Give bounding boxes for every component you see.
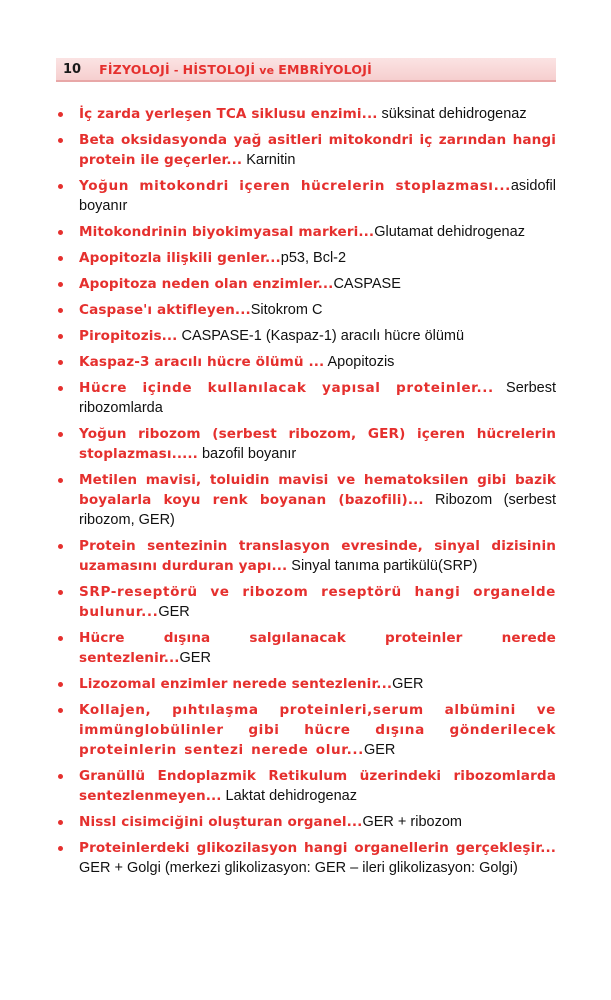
list-item (56, 274, 556, 294)
content (56, 104, 556, 884)
list-item (56, 130, 556, 170)
answer-text: Laktat dehidrogenaz (221, 788, 357, 804)
answer-text: CASPASE (333, 276, 401, 292)
answer-text: p53, Bcl-2 (280, 250, 347, 266)
list-item (56, 326, 556, 346)
list-item (56, 300, 556, 320)
question-text: Hücre dışına salgılanacak proteinler nerede sentezlenir... (79, 630, 556, 666)
question-text: İç zarda yerleşen TCA siklusu enzimi... (79, 106, 378, 122)
answer-text: GER (392, 676, 424, 692)
question-text: Yoğun mitokondri içeren hücrelerin stoplazması... (79, 178, 511, 194)
list-item (56, 582, 556, 622)
question-text: Beta oksidasyonda yağ asitleri mitokondri iç zarından hangi protein ile geçerler... (79, 132, 556, 168)
list-item (56, 838, 556, 878)
list-item (56, 222, 556, 242)
answer-text: GER (179, 650, 211, 666)
list-item (56, 674, 556, 694)
header-title-part: - (169, 63, 183, 77)
answer-text: CASPASE-1 (Kaspaz-1) aracılı hücre ölümü (177, 328, 465, 344)
answer-text: Apopitozis (324, 354, 395, 370)
list-item (56, 628, 556, 668)
answer-text: süksinat dehidrogenaz (377, 106, 527, 122)
list-item (56, 470, 556, 530)
question-text: Piropitozis... (79, 328, 178, 344)
question-text: Kollajen, pıhtılaşma proteinleri,serum albümini ve immünglobülinler gibi hücre dışına gönderilecek proteinlerin sentezi nerede olur... (79, 702, 556, 758)
question-text: Kaspaz-3 aracılı hücre ölümü ... (79, 354, 325, 370)
page-header (56, 58, 556, 82)
bullet-list (56, 104, 556, 878)
question-text: Apopitozla ilişkili genler... (79, 250, 281, 266)
question-text: Caspase'ı aktifleyen... (79, 302, 251, 318)
question-text: SRP-reseptörü ve ribozom reseptörü hangi organelde bulunur... (79, 584, 556, 620)
question-text: Nissl cisimciğini oluşturan organel... (79, 814, 363, 830)
answer-text: GER (158, 604, 190, 620)
question-text: Granüllü Endoplazmik Retikulum üzerindeki ribozomlarda sentezlenmeyen... (79, 768, 556, 804)
list-item (56, 248, 556, 268)
list-item (56, 378, 556, 418)
answer-text: GER + ribozom (362, 814, 462, 830)
answer-text: asidofil boyanır (79, 178, 556, 214)
answer-text: Glutamat dehidrogenaz (374, 224, 525, 240)
answer-text: bazofil boyanır (197, 446, 297, 462)
list-item (56, 104, 556, 124)
question-text: Proteinlerdeki glikozilasyon hangi organellerin gerçekleşir... (79, 840, 556, 856)
list-item (56, 352, 556, 372)
answer-text: GER (363, 742, 396, 758)
list-item (56, 812, 556, 832)
question-text: Lizozomal enzimler nerede sentezlenir... (79, 676, 393, 692)
list-item (56, 176, 556, 216)
answer-text: Ribozom (serbest ribozom, GER) (79, 492, 557, 528)
question-text: Apopitoza neden olan enzimler... (79, 276, 334, 292)
answer-text: Karnitin (242, 152, 296, 168)
list-item (56, 536, 556, 576)
answer-text: Serbest ribozomlarda (79, 380, 556, 416)
page-number: 10 (63, 61, 82, 77)
header-title-part: EMBRİYOLOJİ (278, 61, 372, 77)
list-item (56, 766, 556, 806)
question-text: Protein sentezinin translasyon evresinde, sinyal dizisinin uzamasını durduran yapı... (79, 538, 556, 574)
question-text: Yoğun ribozom (serbest ribozom, GER) içeren hücrelerin stoplazması..... (79, 426, 556, 462)
header-title (99, 62, 372, 77)
question-text: Metilen mavisi, toluidin mavisi ve hematoksilen gibi bazik boyalarla koyu renk boyanan (bazofili)... (79, 472, 556, 508)
header-title-part: HİSTOLOJİ (182, 61, 256, 77)
answer-text: Sitokrom C (250, 302, 323, 318)
header-title-part: FİZYOLOJİ (99, 61, 170, 77)
answer-text: Sinyal tanıma partikülü(SRP) (287, 558, 478, 574)
question-text: Hücre içinde kullanılacak yapısal proteinler... (79, 380, 494, 396)
question-text: Mitokondrinin biyokimyasal markeri... (79, 224, 375, 240)
list-item (56, 700, 556, 760)
answer-text: GER + Golgi (merkezi glikolizasyon: GER – ileri glikolizasyon: Golgi) (79, 860, 518, 876)
header-title-part: ve (255, 63, 279, 77)
list-item (56, 424, 556, 464)
